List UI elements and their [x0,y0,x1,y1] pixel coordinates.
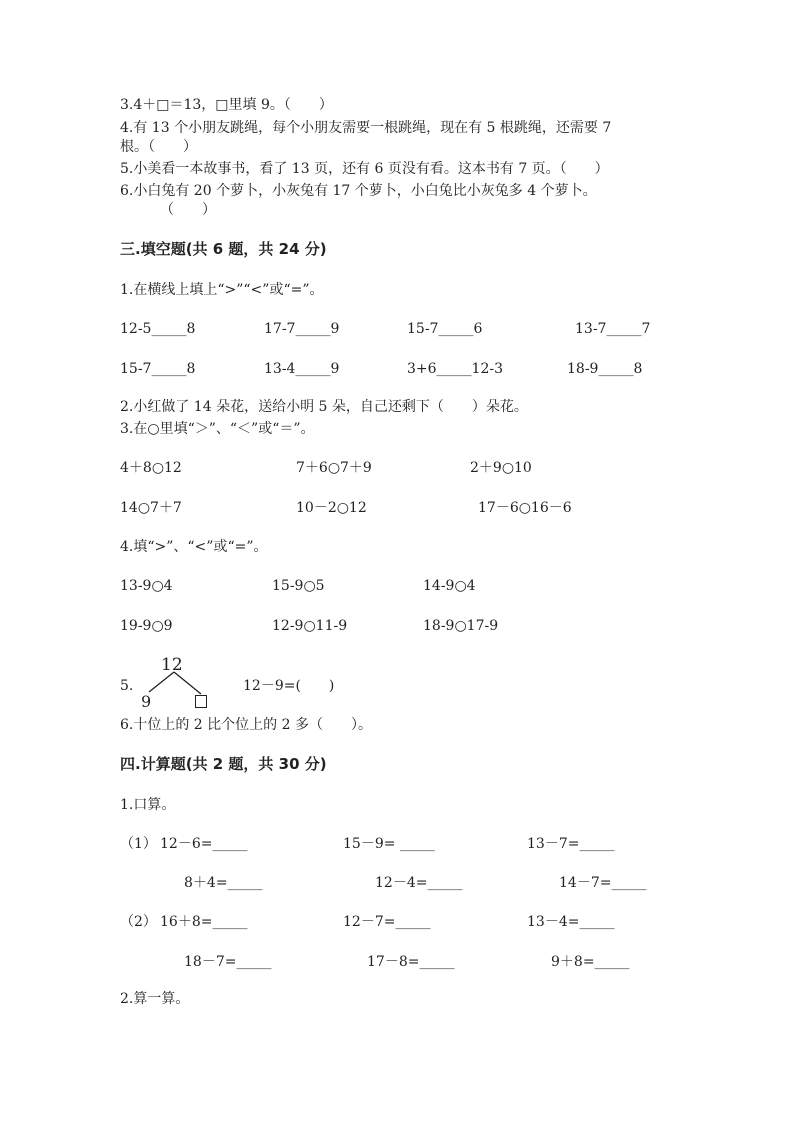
s4-r1-c1: 12－6=_____ [160,836,248,852]
s4-r3-c1: 16＋8=_____ [160,914,248,930]
s3-q4-prompt: 4.填“>”、“<”或“=”。 [120,539,268,555]
s3-q5-answer-box [195,695,207,708]
s4-part2-label: （2） [120,914,157,930]
judge-q6-line2: （ ） [160,202,216,218]
s3-q5-label: 5. [120,678,134,694]
s4-r2-c2: 12－4=_____ [375,875,463,891]
s4-r1-c2: 15－9= _____ [343,836,435,852]
s4-r4-c2: 17－8=_____ [367,954,455,970]
s4-r3-c2: 12－7=_____ [343,914,431,930]
s3-q4-r2-c2: 12-9○11-9 [272,618,348,634]
s4-r3-c3: 13－4=_____ [527,914,615,930]
judge-q6-line1: 6.小白兔有 20 个萝卜，小灰兔有 17 个萝卜，小白兔比小灰兔多 4 个萝卜。 [120,183,597,199]
s3-q3-r2-c1: 14○7＋7 [120,500,182,516]
judge-q5: 5.小美看一本故事书，看了 13 页，还有 6 页没有看。这本书有 7 页。（ ） [120,161,609,177]
section4-title: 四.计算题(共 2 题，共 30 分) [120,755,327,773]
s4-r4-c1: 18－7=_____ [184,954,272,970]
s4-q1-prompt: 1.口算。 [120,797,176,813]
s3-q3-r2-c3: 17－6○16－6 [478,500,572,516]
s3-q1-r1-c2: 17-7_____9 [264,321,340,337]
s3-q3-r1-c2: 7＋6○7＋9 [296,460,372,476]
section3-title: 三.填空题(共 6 题，共 24 分) [120,240,327,258]
s3-q4-r1-c1: 13-9○4 [120,578,173,594]
s4-r4-c3: 9＋8=_____ [551,954,630,970]
s4-r2-c3: 14－7=_____ [559,875,647,891]
s3-q1-prompt: 1.在横线上填上“>”“<”或“=”。 [120,282,324,298]
judge-q3: 3.4＋□＝13，□里填 9。（ ） [120,97,333,113]
s3-q4-r1-c3: 14-9○4 [423,578,476,594]
s4-r2-c1: 8＋4=_____ [184,875,263,891]
s3-q3-prompt: 3.在○里填“＞”、“＜”或“＝”。 [120,421,315,437]
s3-q1-r1-c4: 13-7_____7 [575,321,651,337]
s3-q5-top-number: 12 [161,655,183,675]
s3-q1-r2-c3: 3+6_____12-3 [407,361,503,377]
s3-q1-r2-c2: 13-4_____9 [264,361,340,377]
judge-q4-line1: 4.有 13 个小朋友跳绳，每个小朋友需要一根跳绳，现在有 5 根跳绳，还需要 7 [120,120,612,136]
s3-q1-r1-c1: 12-5_____8 [120,321,196,337]
s3-q4-r2-c1: 19-9○9 [120,618,173,634]
s4-part1-label: （1） [120,836,157,852]
s3-q3-r1-c3: 2＋9○10 [470,460,532,476]
s3-q3-r1-c1: 4＋8○12 [120,460,182,476]
s3-q1-r1-c3: 15-7_____6 [407,321,483,337]
s3-q2: 2.小红做了 14 朵花，送给小明 5 朵，自己还剩下（ ）朵花。 [120,399,528,415]
s3-q5-left-number: 9 [141,692,152,711]
s3-q1-r2-c4: 18-9_____8 [567,361,643,377]
s3-q3-r2-c2: 10－2○12 [296,500,367,516]
s3-q6: 6.十位上的 2 比个位上的 2 多（ ）。 [120,717,372,733]
judge-q4-line2: 根。（ ） [120,139,197,155]
s3-q5-equation: 12－9=( ) [243,678,335,694]
s3-q1-r2-c1: 15-7_____8 [120,361,196,377]
s3-q4-r2-c3: 18-9○17-9 [423,618,499,634]
s4-r1-c3: 13－7=_____ [527,836,615,852]
tree-left-branch [149,672,174,692]
s3-q4-r1-c2: 15-9○5 [272,578,325,594]
tree-right-branch [174,672,201,694]
s4-q2: 2.算一算。 [120,991,190,1007]
